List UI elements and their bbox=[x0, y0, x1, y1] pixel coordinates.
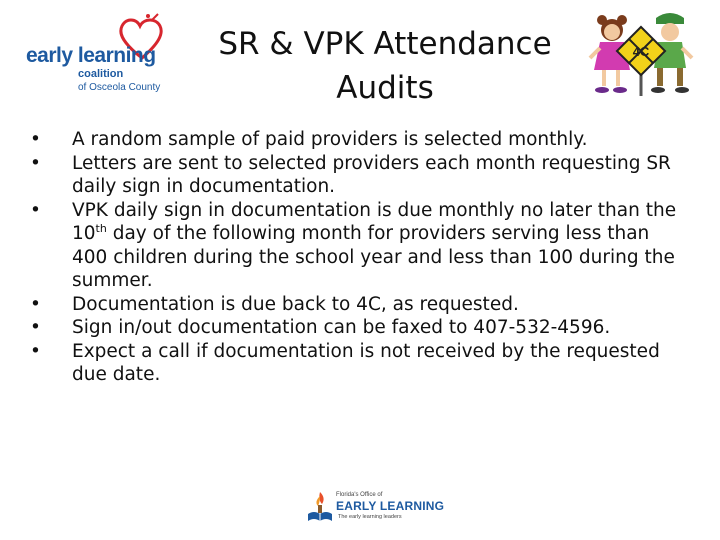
footer-logo-line3: The early learning leaders bbox=[338, 514, 402, 520]
bullet-text: VPK daily sign in documentation is due monthly no later than the 10th day of the following month for providers serving less than 400 children during the school year and less than 100 during the summer. bbox=[72, 199, 677, 291]
bullet-dot: • bbox=[30, 199, 41, 221]
bullet-item bbox=[30, 199, 680, 293]
bullet-dot: • bbox=[30, 129, 41, 150]
svg-text:4C: 4C bbox=[632, 44, 650, 59]
bullet-item bbox=[30, 128, 680, 152]
bullet-dot: • bbox=[30, 340, 41, 362]
bullet-dot: • bbox=[30, 152, 41, 174]
logo-coalition-text: coalition bbox=[78, 68, 124, 80]
bullet-item bbox=[30, 152, 680, 199]
bullet-item bbox=[30, 293, 680, 317]
bullet-text: Letters are sent to selected providers each month requesting SR daily sign in documentation. bbox=[72, 152, 671, 197]
slide-title-line2: Audits bbox=[336, 70, 434, 106]
early-learning-coalition-logo bbox=[22, 12, 172, 96]
torch-book-icon bbox=[306, 490, 334, 524]
logo-wordmark: early learning bbox=[26, 44, 156, 67]
bullet-dot: • bbox=[30, 293, 41, 315]
bullet-text: Sign in/out documentation can be faxed to 407-532-4596. bbox=[72, 317, 611, 338]
bullet-text: Expect a call if documentation is not received by the requested due date. bbox=[72, 340, 660, 385]
bullet-item bbox=[30, 316, 680, 340]
bullet-dot: • bbox=[30, 317, 41, 338]
bullet-list bbox=[30, 128, 680, 387]
footer-logo-line2: EARLY LEARNING bbox=[336, 499, 445, 513]
slide-title-line1: SR & VPK Attendance bbox=[218, 26, 552, 62]
footer-logo-line1: Florida's Office of bbox=[336, 492, 383, 498]
slide-title bbox=[190, 22, 580, 110]
ordinal-superscript: th bbox=[95, 222, 107, 235]
bullet-item bbox=[30, 340, 680, 387]
logo-county-text: of Osceola County bbox=[78, 82, 161, 93]
bullet-text: Documentation is due back to 4C, as requested. bbox=[72, 293, 519, 315]
office-of-early-learning-logo bbox=[306, 490, 445, 524]
4c-kids-logo bbox=[586, 8, 696, 98]
bullet-text: A random sample of paid providers is selected monthly. bbox=[72, 129, 588, 150]
